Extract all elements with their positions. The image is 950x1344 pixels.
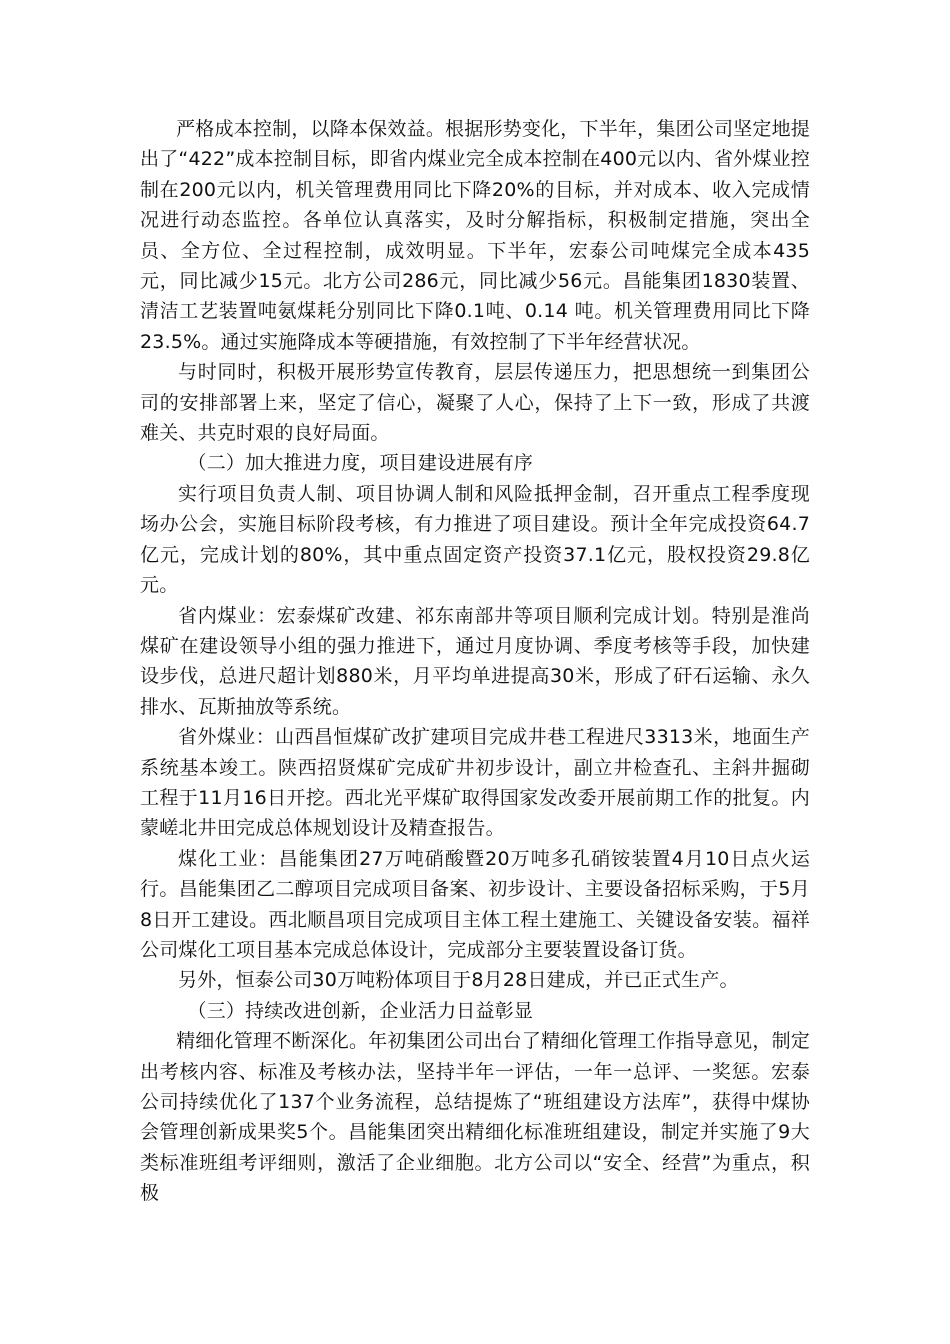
paragraph-provincial-coal: 省内煤业：宏泰煤矿改建、祁东南部井等项目顺利完成计划。特别是淮尚煤矿在建设领导小组的强力推进下，通过月度协调、季度考核等手段，加快建设步伐，总进尺超计划880米，月平均单进提高30米，形成了矸石运输、永久排水、瓦斯抽放等系统。 xyxy=(140,604,810,718)
paragraph-project-responsibility: 实行项目负责人制、项目协调人制和风险抵押金制，召开重点工程季度现场办公会，实施目标阶段考核，有力推进了项目建设。预计全年完成投资64.7亿元，完成计划的80%，其中重点固定资产投资37.1亿元，股权投资29.8亿元。 xyxy=(140,482,810,597)
section-heading-2: （二）加大推进力度，项目建设进展有序 xyxy=(187,452,534,475)
paragraph-publicity-education: 与时同时，积极开展形势宣传教育，层层传递压力，把思想统一到集团公司的安排部署上来，坚定了信心，凝聚了人心，保持了上下一致，形成了共渡难关、共克时艰的良好局面。 xyxy=(140,361,810,445)
paragraph-refined-management: 精细化管理不断深化。年初集团公司出台了精细化管理工作指导意见，制定出考核内容、标准及考核办法，坚持半年一评估，一年一总评、一奖惩。宏泰公司持续优化了137个业务流程，总结提炼了“班组建设方法库”，获得中煤协会管理创新成果奖5个。昌能集团突出精细化标准班组建设，制定并实施了9大类标准班组考评细则，激活了企业细胞。北方公司以“安全、经营”为重点，积极 xyxy=(140,1030,810,1205)
paragraph-hengtai-powder: 另外，恒泰公司30万吨粉体项目于8月28日建成，并已正式生产。 xyxy=(178,969,739,992)
paragraph-out-of-province-coal: 省外煤业：山西昌恒煤矿改扩建项目完成井巷工程进尺3313米，地面生产系统基本竣工。陕西招贤煤矿完成矿井初步设计，副立井检查孔、主斜井掘砌工程于11月16日开挖。西北光平煤矿取得国家发改委开展前期工作的批复。内蒙嵯北井田完成总体规划设计及精查报告。 xyxy=(140,726,810,840)
section-heading-3: （三）持续改进创新，企业活力日益彰显 xyxy=(187,999,534,1022)
paragraph-coal-chemical: 煤化工业：昌能集团27万吨硝酸暨20万吨多孔硝铵装置4月10日点火运行。昌能集团乙二醇项目完成项目备案、初步设计、主要设备招标采购，于5月8日开工建设。西北顺昌项目完成项目主体工程土建施工、关键设备安装。福祥公司煤化工项目基本完成总体设计，完成部分主要装置设备订货。 xyxy=(140,847,810,961)
paragraph-cost-control: 严格成本控制，以降本保效益。根据形势变化，下半年，集团公司坚定地提出了“422”成本控制目标，即省内煤业完全成本控制在400元以内、省外煤业控制在200元以内，机关管理费用同比下降20%的目标，并对成本、收入完成情况进行动态监控。各单位认真落实，及时分解指标，积极制定措施，突出全员、全方位、全过程控制，成效明显。下半年，宏泰公司吨煤完全成本435元，同比减少15元。北方公司286元，同比减少56元。昌能集团1830装置、清洁工艺装置吨氨煤耗分别同比下降0.1吨、0.14 吨。机关管理费用同比下降23.5%。通过实施降成本等硬措施，有效控制了下半年经营状况。 xyxy=(140,118,810,353)
